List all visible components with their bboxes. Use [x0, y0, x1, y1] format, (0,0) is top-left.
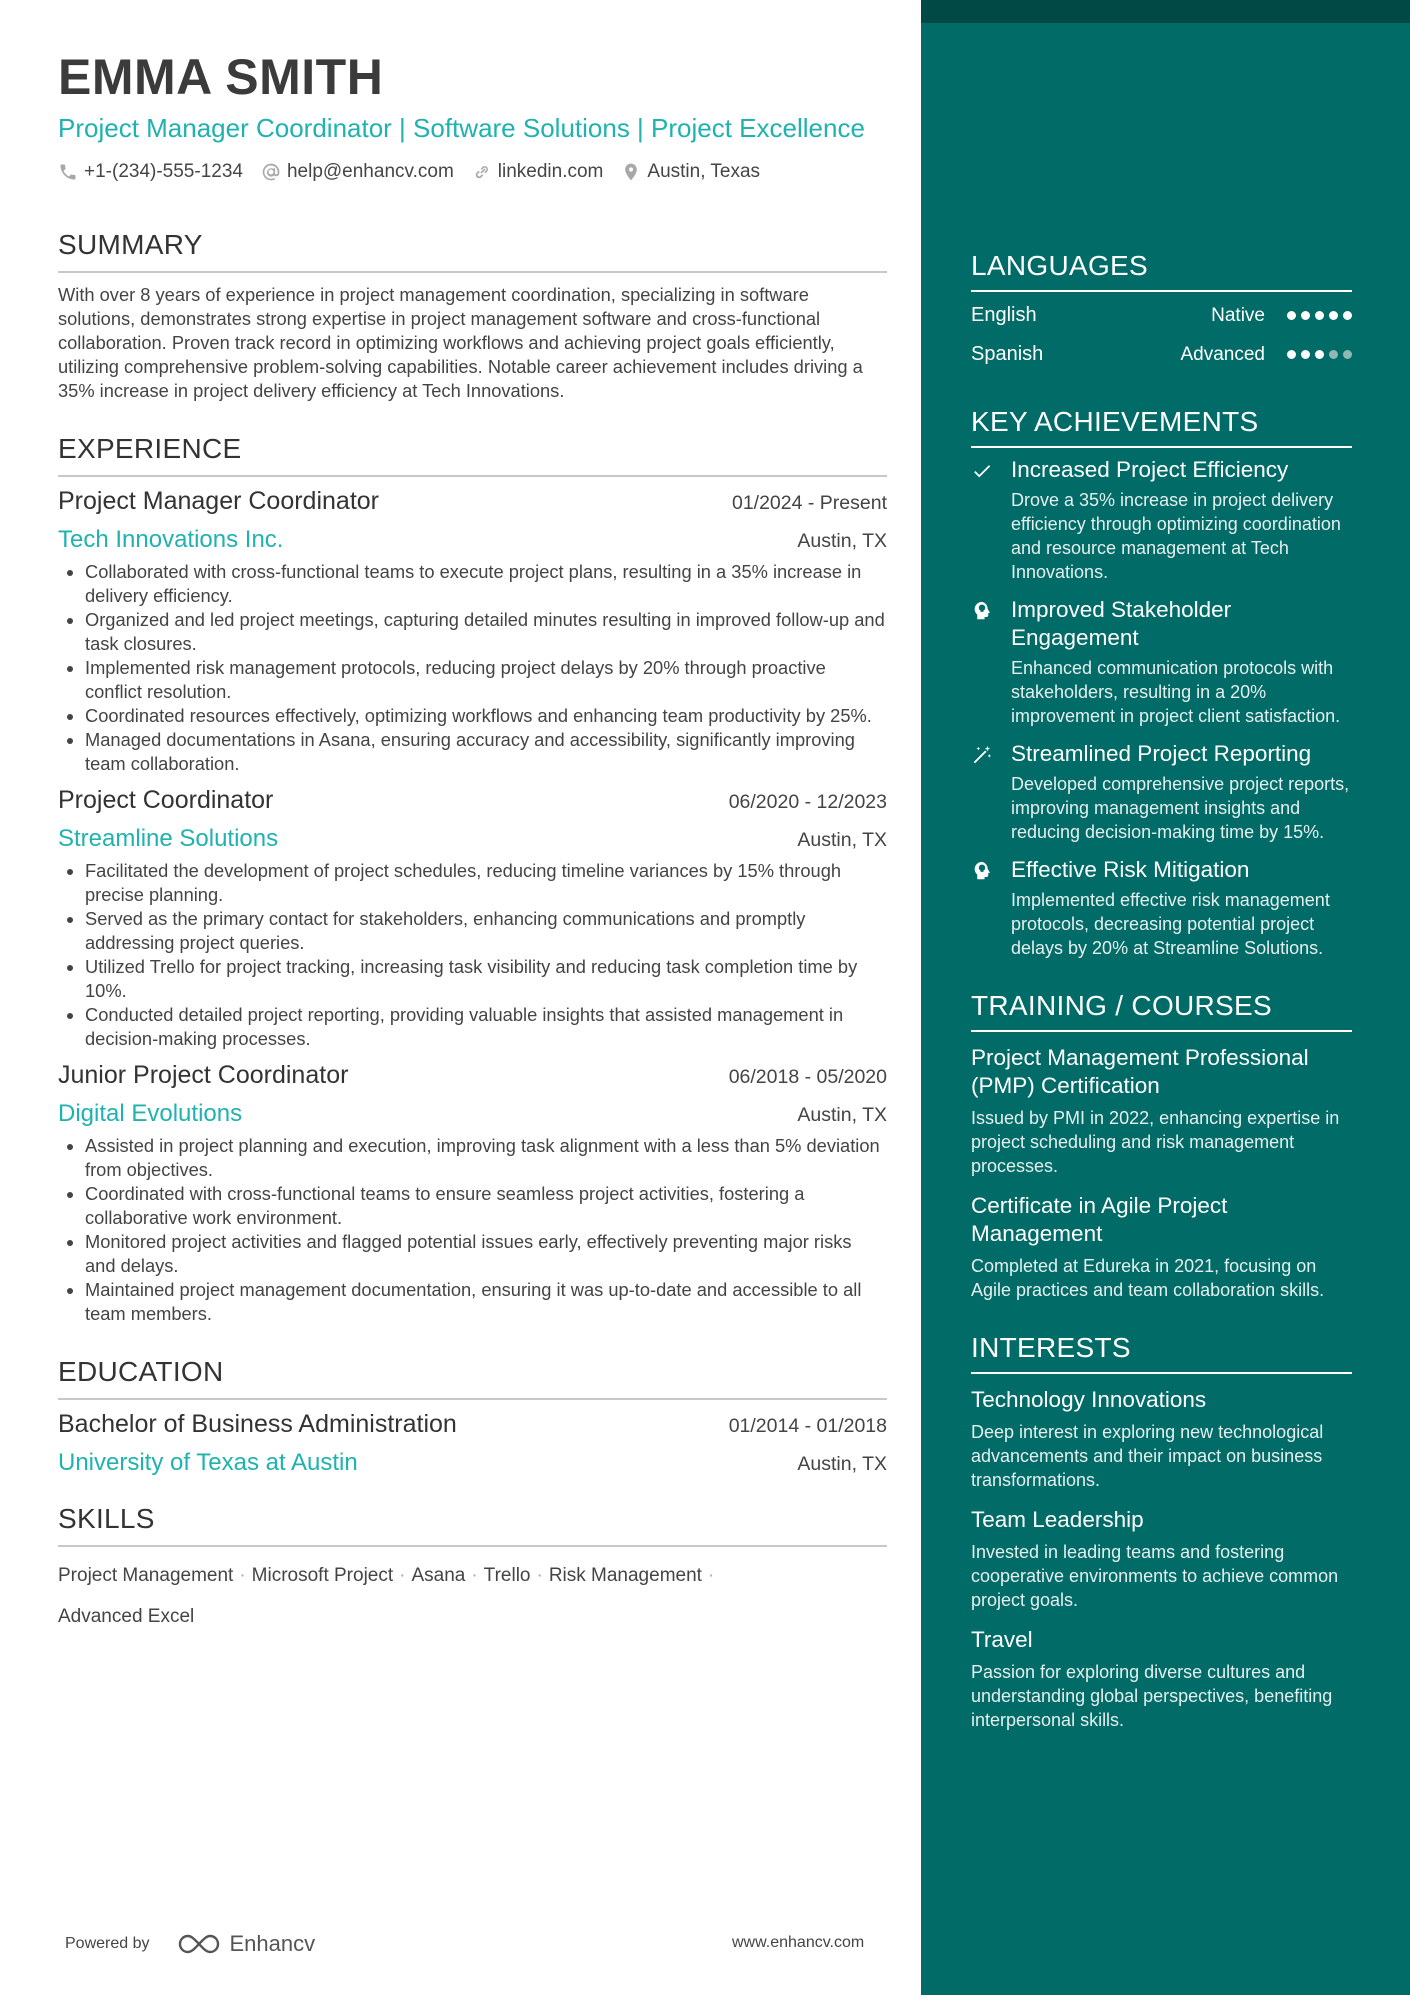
job-bullet: • Maintained project management documentation, ensuring it was up-to-date and accessible to all team members.	[85, 1278, 887, 1326]
headline: Project Manager Coordinator | Software Solutions | Project Excellence	[58, 113, 865, 143]
job-bullet: • Utilized Trello for project tracking, increasing task visibility and reducing task completion time by 10%.	[85, 955, 887, 1003]
course-title: Project Management Professional (PMP) Certification	[971, 1045, 1309, 1098]
language-rating	[1287, 311, 1352, 320]
language-name: Spanish	[971, 343, 1044, 365]
language-item	[971, 343, 1352, 366]
sidebar-content	[971, 250, 1352, 1732]
interests-title: INTERESTS	[971, 1332, 1352, 1374]
contact-phone[interactable]	[58, 161, 243, 183]
achievement-item	[971, 596, 1352, 728]
achievement-item	[971, 456, 1352, 584]
job-title: Project Coordinator	[58, 786, 274, 814]
job-dates: 01/2024 - Present	[731, 492, 887, 514]
footer-powered-by	[65, 1931, 315, 1957]
achievement-desc: Developed comprehensive project reports, improving management insights and reducing decision-making time by 15%.	[1011, 774, 1350, 842]
achievement-title: Streamlined Project Reporting	[1011, 741, 1312, 766]
job-location: Austin, TX	[797, 530, 887, 552]
course-title: Certificate in Agile Project Management	[971, 1193, 1228, 1246]
job-bullet: • Served as the primary contact for stakeholders, enhancing communications and promptly addressing project queries.	[85, 907, 887, 955]
skill-item: Project Management	[58, 1565, 234, 1586]
footer-url[interactable]: www.enhancv.com	[732, 1934, 865, 1951]
skill-item: Microsoft Project	[251, 1565, 394, 1586]
job-dates: 06/2018 - 05/2020	[728, 1066, 887, 1088]
achievements-title: KEY ACHIEVEMENTS	[971, 406, 1352, 448]
skills-section	[58, 1503, 887, 1637]
interest-title: Technology Innovations	[971, 1387, 1207, 1412]
training-title: TRAINING / COURSES	[971, 990, 1352, 1032]
experience-section	[58, 433, 887, 1326]
sidebar-top-bar	[921, 0, 1410, 23]
interest-item	[971, 1386, 1352, 1492]
summary-title: SUMMARY	[58, 229, 887, 273]
interest-item	[971, 1626, 1352, 1732]
achievement-desc: Drove a 35% increase in project delivery efficiency through optimizing coordination and resource management at Tech Innovations.	[1011, 490, 1341, 582]
job-bullets	[58, 560, 887, 776]
magic-wand-icon	[971, 744, 993, 766]
skill-separator: ·	[707, 1565, 715, 1586]
job-bullet: • Collaborated with cross-functional teams to execute project plans, resulting in a 35% increase in delivery efficiency.	[85, 560, 887, 608]
languages-title: LANGUAGES	[971, 250, 1352, 292]
school-name: University of Texas at Austin	[58, 1449, 358, 1476]
experience-title: EXPERIENCE	[58, 433, 887, 477]
job-bullet: • Coordinated with cross-functional teams to ensure seamless project activities, fostering a collaborative work environment.	[85, 1182, 887, 1230]
language-rating	[1287, 350, 1352, 359]
location-text: Austin, Texas	[647, 161, 761, 182]
achievement-title: Effective Risk Mitigation	[1011, 857, 1250, 882]
language-name: English	[971, 304, 1037, 326]
interest-desc: Passion for exploring diverse cultures and understanding global perspectives, benefiting interpersonal skills.	[971, 1662, 1333, 1730]
rating-dot-filled	[1315, 311, 1324, 320]
main-column	[58, 40, 887, 1637]
job-bullets	[58, 859, 887, 1051]
degree: Bachelor of Business Administration	[58, 1410, 457, 1438]
candidate-name: EMMA SMITH	[58, 49, 384, 105]
skill-separator: ·	[471, 1565, 478, 1586]
sidebar-column	[921, 0, 1410, 1995]
skills-list	[58, 1555, 887, 1637]
rating-dot-filled	[1343, 311, 1352, 320]
job-title: Junior Project Coordinator	[58, 1061, 349, 1089]
job-bullet: • Assisted in project planning and execution, improving task alignment with a less than 5% deviation from objectives.	[85, 1134, 887, 1182]
language-level: Advanced	[1180, 343, 1265, 365]
company-name: Digital Evolutions	[58, 1100, 243, 1127]
course-desc: Completed at Edureka in 2021, focusing on Agile practices and team collaboration skills.	[971, 1256, 1325, 1300]
achievements-section	[971, 406, 1352, 960]
rating-dot-filled	[1287, 350, 1296, 359]
interests-section	[971, 1332, 1352, 1732]
company-name: Tech Innovations Inc.	[58, 526, 284, 553]
rating-dot-filled	[1315, 350, 1324, 359]
job-bullet: • Organized and led project meetings, capturing detailed minutes resulting in improved follow-up and task closures.	[85, 608, 887, 656]
skill-item: Advanced Excel	[58, 1606, 195, 1627]
rating-dot-filled	[1301, 311, 1310, 320]
lightbulb-head-icon	[971, 600, 993, 622]
skill-item: Trello	[483, 1565, 531, 1586]
job-bullet: • Monitored project activities and flagged potential issues early, effectively preventing major risks and delays.	[85, 1230, 887, 1278]
contact-email[interactable]	[261, 161, 454, 183]
phone-icon	[58, 162, 78, 182]
brand-name: Enhancv	[229, 1931, 316, 1956]
at-icon	[261, 162, 281, 182]
powered-by-label: Powered by	[65, 1935, 150, 1952]
job-entry	[58, 786, 887, 1051]
education-entry	[58, 1410, 887, 1477]
achievement-item	[971, 740, 1352, 844]
rating-dot-filled	[1329, 311, 1338, 320]
job-title: Project Manager Coordinator	[58, 487, 379, 515]
interest-desc: Deep interest in exploring new technological advancements and their impact on business transformations.	[971, 1422, 1324, 1490]
interest-title: Travel	[971, 1627, 1033, 1652]
job-bullet: • Coordinated resources effectively, optimizing workflows and enhancing team productivity by 25%.	[85, 704, 887, 728]
job-entry	[58, 487, 887, 776]
phone-text: +1-(234)-555-1234	[84, 161, 243, 182]
skill-separator: ·	[239, 1565, 246, 1586]
course-item	[971, 1044, 1352, 1178]
course-item	[971, 1192, 1352, 1302]
skill-separator: ·	[399, 1565, 406, 1586]
linkedin-text: linkedin.com	[497, 161, 604, 182]
rating-dot-empty	[1343, 350, 1352, 359]
rating-dot-filled	[1287, 311, 1296, 320]
job-bullets	[58, 1134, 887, 1326]
school-location: Austin, TX	[797, 1453, 887, 1475]
location-pin-icon	[621, 162, 641, 182]
job-bullet: • Conducted detailed project reporting, providing valuable insights that assisted management in decision-making processes.	[85, 1003, 887, 1051]
languages-section	[971, 250, 1352, 366]
contact-location	[621, 161, 760, 183]
achievement-desc: Enhanced communication protocols with stakeholders, resulting in a 20% improvement in project client satisfaction.	[1011, 658, 1341, 726]
job-location: Austin, TX	[797, 829, 887, 851]
education-title: EDUCATION	[58, 1356, 887, 1400]
job-location: Austin, TX	[797, 1104, 887, 1126]
course-desc: Issued by PMI in 2022, enhancing expertise in project scheduling and risk management processes.	[971, 1108, 1340, 1176]
enhancv-logo[interactable]	[176, 1931, 316, 1957]
job-bullet: • Facilitated the development of project schedules, reducing timeline variances by 15% through precise planning.	[85, 859, 887, 907]
company-name: Streamline Solutions	[58, 825, 279, 852]
summary-text: With over 8 years of experience in project management coordination, specializing in software solutions, demonstrates strong expertise in project management software and cross-functional collaboration. Proven track record in optimizing workflows and achieving project goals efficiently, utilizing comprehensive problem-solving capabilities. Notable career achievement includes driving a 35% increase in project delivery efficiency at Tech Innovations.	[58, 284, 863, 401]
interest-item	[971, 1506, 1352, 1612]
job-bullet: • Implemented risk management protocols, reducing project delays by 20% through proactive conflict resolution.	[85, 656, 887, 704]
language-level: Native	[1211, 304, 1265, 326]
job-entry	[58, 1061, 887, 1326]
check-icon	[971, 460, 993, 482]
skill-item: Risk Management	[548, 1565, 702, 1586]
training-section	[971, 990, 1352, 1302]
achievement-desc: Implemented effective risk management protocols, decreasing potential project delays by 20% at Streamline Solutions.	[1011, 890, 1330, 958]
education-section	[58, 1356, 887, 1477]
skills-title: SKILLS	[58, 1503, 887, 1547]
interest-title: Team Leadership	[971, 1507, 1144, 1532]
job-dates: 06/2020 - 12/2023	[728, 791, 887, 813]
achievement-title: Increased Project Efficiency	[1011, 457, 1289, 482]
lightbulb-head-icon	[971, 860, 993, 882]
skill-item: Asana	[411, 1565, 466, 1586]
achievement-item	[971, 856, 1352, 960]
link-icon	[472, 162, 492, 182]
contact-bar	[58, 161, 887, 183]
rating-dot-filled	[1301, 350, 1310, 359]
contact-linkedin[interactable]	[472, 161, 604, 183]
interest-desc: Invested in leading teams and fostering cooperative environments to achieve common project goals.	[971, 1542, 1339, 1610]
skill-separator: ·	[536, 1565, 543, 1586]
email-text: help@enhancv.com	[286, 161, 454, 182]
education-dates: 01/2014 - 01/2018	[728, 1415, 887, 1437]
job-bullet: • Managed documentations in Asana, ensuring accuracy and accessibility, significantly improving team collaboration.	[85, 728, 887, 776]
enhancv-infinity-icon	[176, 1932, 222, 1956]
achievement-title: Improved Stakeholder Engagement	[1011, 597, 1232, 650]
summary-section	[58, 229, 887, 403]
language-item	[971, 304, 1352, 327]
rating-dot-empty	[1329, 350, 1338, 359]
